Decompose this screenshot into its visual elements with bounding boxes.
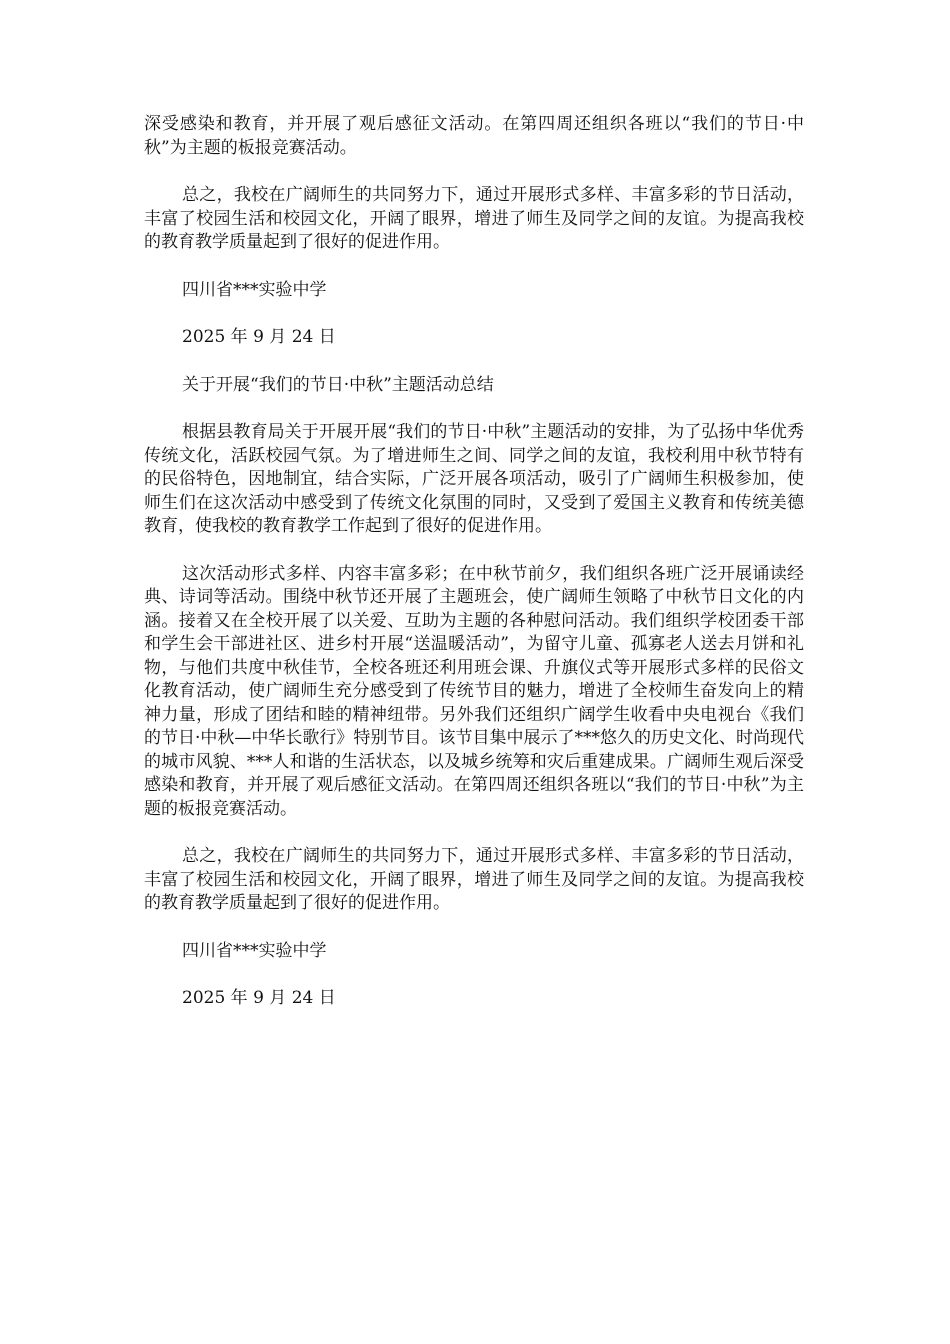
paragraph-continued: 深受感染和教育，并开展了观后感征文活动。在第四周还组织各班以“我们的节日·中秋”为主题的板报竞赛活动。 <box>144 114 804 158</box>
section-title: 关于开展“我们的节日·中秋”主题活动总结 <box>182 374 494 395</box>
paragraph-activities: 这次活动形式多样、内容丰富多彩；在中秋节前夕，我们组织各班广泛开展诵读经典、诗词等活动。围绕中秋节还开展了主题班会，使广阔师生领略了中秋节日文化的内涵。接着又在全校开展了以关爱、互助为主题的各种慰问活动。我们组织学校团委干部和学生会干部进社区、进乡村开展“送温暖活动”，为留守儿童、孤寡老人送去月饼和礼物，与他们共度中秋佳节，全校各班还利用班会课、升旗仪式等开展形式多样的民俗文化教育活动，使广阔师生充分感受到了传统节目的魅力，增进了全校师生奋发向上的精神力量，形成了团结和睦的精神纽带。另外我们还组织广阔学生收看中央电视台《我们的节日·中秋—中华长歌行》特别节目。该节目集中展示了***悠久的历史文化、时尚现代的城市风貌、***人和谐的生活状态，以及城乡统筹和灾后重建成果。广阔师生观后深受感染和教育，并开展了观后感征文活动。在第四周还组织各班以“我们的节日·中秋”为主题的板报竞赛活动。 <box>144 563 804 819</box>
paragraph-summary: 总之，我校在广阔师生的共同努力下，通过开展形式多样、丰富多彩的节日活动，丰富了校园生活和校园文化，开阔了眼界，增进了师生及同学之间的友谊。为提高我校的教育教学质量起到了很好的促进作用。 <box>144 185 804 252</box>
document-page <box>144 113 804 1035</box>
signature-date: 2025 年 9 月 24 日 <box>182 327 336 347</box>
paragraph-summary-2: 总之，我校在广阔师生的共同努力下，通过开展形式多样、丰富多彩的节日活动，丰富了校园生活和校园文化，开阔了眼界，增进了师生及同学之间的友谊。为提高我校的教育教学质量起到了很好的促进作用。 <box>144 846 804 913</box>
signature-date-2: 2025 年 9 月 24 日 <box>182 988 336 1008</box>
signature-school: 四川省***实验中学 <box>182 279 327 300</box>
signature-school-2: 四川省***实验中学 <box>182 940 327 961</box>
paragraph-intro: 根据县教育局关于开展开展“我们的节日·中秋”主题活动的安排，为了弘扬中华优秀传统文化，活跃校园气氛。为了增进师生之间、同学之间的友谊，我校利用中秋节特有的民俗特色，因地制宜，结合实际，广泛开展各项活动，吸引了广阔师生积极参加，使师生们在这次活动中感受到了传统文化氛围的同时，又受到了爱国主义教育和传统美德教育，使我校的教育教学工作起到了很好的促进作用。 <box>144 422 804 536</box>
